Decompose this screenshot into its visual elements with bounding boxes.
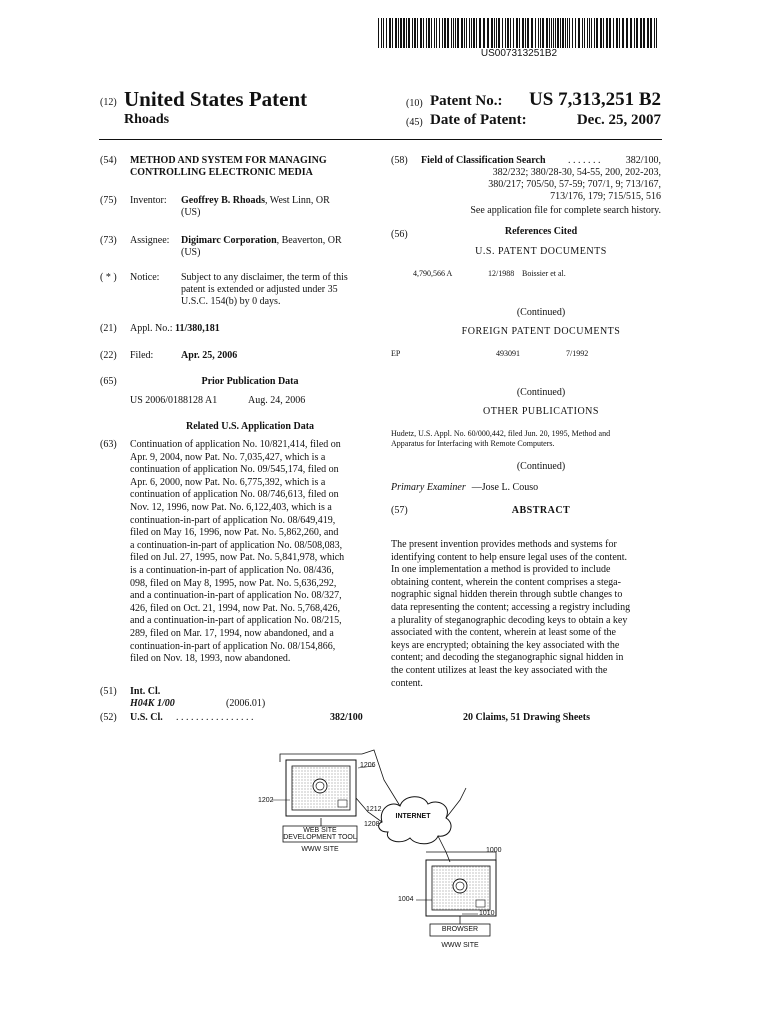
barcode-bar [447,18,449,48]
barcode-bar [519,18,520,48]
claims-summary: 20 Claims, 51 Drawing Sheets [463,712,590,723]
assignee-country: (US) [181,247,201,258]
barcode-number: US007313251B2 [480,48,558,59]
related-application-line: Apr. 6, 2000, now Pat. No. 6,775,392, which is a [130,476,326,488]
abstract-line: In one implementation a method is provided to include [391,564,611,576]
barcode-bar [569,18,570,48]
barcode-bar [455,18,456,48]
barcode-bar [439,18,440,48]
barcode-bar [549,18,550,48]
header-rule [99,139,662,140]
barcode-bar [540,18,541,48]
abstract-line: The present invention provides methods and systems for [391,539,617,550]
int-cl-label: Int. Cl. [130,686,161,697]
barcode-bar [538,18,539,48]
us-doc-name: Boissier et al. [522,269,566,278]
notice-code: ( * ) [100,272,117,283]
barcode-bar [451,18,452,48]
tool-label-1: WEB SITE [303,827,337,834]
prior-pub-date: Aug. 24, 2006 [248,395,306,406]
field-75-code: (75) [100,195,117,206]
ref-1202: 1202 [258,797,274,804]
barcode-bar [444,18,446,48]
barcode-bar [398,18,399,48]
ref-1208: 1208 [364,821,380,828]
other-pub-line-1: Hudetz, U.S. Appl. No. 60/000,442, filed Jun. 20, 1995, Method and [391,429,611,438]
barcode-bar [498,18,500,48]
patent-date: Dec. 25, 2007 [576,112,661,128]
barcode-bar [630,18,632,48]
field-57-code: (57) [391,505,408,516]
barcode-bar [562,18,564,48]
foreign-heading: FOREIGN PATENT DOCUMENTS [461,326,621,337]
field-65-code: (65) [100,376,117,387]
barcode-bar [378,18,379,48]
barcode-bar [386,18,387,48]
foreign-date: 7/1992 [566,349,589,358]
us-cl-value: 382/100 [330,712,363,723]
assignee-label: Assignee: [130,235,170,246]
related-application-line: is a continuation-in-part of application No. 08/436, [130,564,334,576]
barcode-bar [423,18,424,48]
ref-1206: 1206 [360,762,376,769]
barcode-bar [634,18,635,48]
barcode-bar [587,18,588,48]
field-58-code: (58) [391,155,408,166]
barcode-bar [567,18,568,48]
us-cl-dots: . . . . . . . . . . . . . . . . [176,712,254,723]
int-cl-version: (2006.01) [226,698,266,709]
related-application-line: continuation-in-part of application No. 08/154,866, [130,640,336,652]
foreign-cc: EP [391,349,401,358]
abstract-line: associated with the content, wherein at least some of the [391,627,616,639]
examiner [391,482,538,495]
appl-no-value: 11/380,181 [175,323,220,334]
prior-publication-heading: Prior Publication Data [201,376,299,387]
barcode-bar [510,18,511,48]
appl-no [130,323,220,336]
barcode-bar [476,18,477,48]
tool-label-2: DEVELOPMENT TOOL [283,834,357,841]
front-page-figure [250,740,510,1010]
barcode-bar [555,18,556,48]
barcode-bar [557,18,559,48]
barcode-bar [502,18,503,48]
ref-1000: 1000 [486,847,502,854]
abstract-line: content. [391,677,423,689]
barcode-bar [551,18,552,48]
field-search-see: See application file for complete search history. [470,205,661,216]
barcode-bar [527,18,529,48]
barcode-bar [553,18,554,48]
code-45: (45) [406,117,423,128]
internet-cloud [379,797,451,844]
barcode-bar [483,18,485,48]
barcode-bar [389,18,391,48]
barcode-bar [603,18,604,48]
abstract-line: the content utilizes at least the key associated with the [391,664,608,676]
barcode-bar [594,18,595,48]
barcode-bar [403,18,405,48]
barcode-bar [426,18,427,48]
examiner-label: Primary Examiner [391,482,466,493]
appl-no-label: Appl. No.: [130,323,173,334]
site-label-2: WWW SITE [441,942,479,949]
browser-label: BROWSER [441,926,479,933]
us-docs-heading: U.S. PATENT DOCUMENTS [475,246,607,257]
abstract-line: data representing the content; accessing a registry including [391,601,631,613]
code-10: (10) [406,98,423,109]
inventor-line [181,195,330,208]
barcode-bar [516,18,518,48]
barcode-bar [560,18,561,48]
barcode-bar [531,18,533,48]
abstract-line: keys are encrypted; obtaining the key associated with the [391,639,620,651]
code-12: (12) [100,97,117,108]
barcode [378,18,660,48]
barcode-bar [596,18,598,48]
inventor-country: (US) [181,207,201,218]
barcode-bar [565,18,566,48]
continued-3: (Continued) [516,461,566,472]
barcode-bar [636,18,638,48]
field-54-code: (54) [100,155,117,166]
related-application-line: Apr. 9, 2004, now Pat. No. 7,035,427, which is a [130,451,326,463]
related-application-line: and a continuation-in-part of application No. 08/327, [130,590,342,602]
ref-1010: 1010 [479,910,495,917]
references-heading: References Cited [504,226,578,237]
foreign-number: 493091 [496,349,520,358]
country-title: United States Patent [124,87,308,111]
date-label: Date of Patent: [430,112,527,128]
barcode-bar [412,18,413,48]
barcode-bar [383,18,384,48]
web-site-monitor [280,754,362,816]
abstract-line: obtaining content, wherein the content comprises a stega- [391,576,621,588]
barcode-bar [622,18,624,48]
barcode-bar [609,18,611,48]
us-cl-label: U.S. Cl. [130,712,163,723]
barcode-bar [650,18,652,48]
field-22-code: (22) [100,350,117,361]
barcode-bar [578,18,580,48]
barcode-bar [471,18,472,48]
related-application-line: continuation-in-part of application No. 08/649,419, [130,514,336,526]
site-label-1: WWW SITE [301,846,339,853]
barcode-bar [392,18,393,48]
related-application-line: continuation of application No. 08/746,613, filed on [130,489,339,501]
barcode-bar [408,18,410,48]
field-search-line-4: 713/176, 179; 715/515, 516 [550,191,661,202]
barcode-bar [442,18,443,48]
barcode-bar [381,18,382,48]
barcode-bar [616,18,618,48]
ref-1004: 1004 [398,896,414,903]
patent-no: US 7,313,251 B2 [529,89,661,110]
barcode-bar [546,18,548,48]
barcode-bar [513,18,514,48]
barcode-bar [575,18,576,48]
inventor-label: Inventor: [130,195,167,206]
related-application-line: and a continuation-in-part of application No. 08/215, [130,615,342,627]
barcode-bar [640,18,642,48]
related-application-line: filed on Jul. 27, 1995, now Pat. No. 5,841,978, which [130,552,345,564]
barcode-bar [591,18,592,48]
patent-no-label: Patent No.: [430,93,503,109]
field-search-dots: . . . . . . . [568,155,601,166]
filed-label: Filed: [130,350,154,361]
abstract-line: a plurality of steganographic decoding keys to obtain a key [391,614,628,626]
other-pubs-heading: OTHER PUBLICATIONS [483,406,599,417]
internet-label: INTERNET [395,813,431,820]
barcode-bar [656,18,657,48]
field-56-code: (56) [391,229,408,240]
barcode-bar [505,18,506,48]
ref-1212: 1212 [366,806,382,813]
related-application-line: 426, filed on Oct. 21, 1994, now Pat. No. 5,768,426, [130,602,340,614]
filed-value: Apr. 25, 2006 [181,350,238,361]
abstract-line: content; and decoding the steganographic signal hidden in [391,652,624,664]
barcode-bar [487,18,489,48]
examiner-name: —Jose L. Couso [471,482,539,493]
field-search-line-2: 382/232; 380/28-30, 54-55, 200, 202-203, [492,167,661,178]
barcode-bar [400,18,402,48]
assignee-location: , Beaverton, OR [276,235,342,246]
barcode-bar [406,18,407,48]
notice-line-3: U.S.C. 154(b) by 0 days. [181,296,281,307]
barcode-bar [507,18,509,48]
barcode-bar [473,18,475,48]
barcode-bar [457,18,459,48]
field-63-code: (63) [100,439,117,450]
title-line-2: CONTROLLING ELECTRONIC MEDIA [130,167,313,178]
barcode-bar [436,18,437,48]
abstract-text [391,539,662,690]
notice-line-1: Subject to any disclaimer, the term of this [181,272,348,283]
barcode-bar [428,18,430,48]
related-application-line: 289, filed on Mar. 17, 1994, now abandoned, and a [130,627,334,639]
barcode-bar [582,18,583,48]
barcode-bar [469,18,470,48]
prior-pub-number: US 2006/0188128 A1 [130,395,218,406]
field-21-code: (21) [100,323,117,334]
barcode-bar [584,18,585,48]
browser-monitor [426,852,496,916]
barcode-bar [491,18,493,48]
assignee-name: Digimarc Corporation [181,235,277,246]
barcode-bar [479,18,481,48]
barcode-bar [395,18,397,48]
barcode-bar [643,18,645,48]
barcode-bar [417,18,418,48]
inventor-location: , West Linn, OR [264,195,330,206]
barcode-bar [572,18,573,48]
other-pub-line-2: Apparatus for Interfacing with Remote Computers. [391,439,555,448]
related-application-line: Nov. 12, 1996, now Pat. No. 6,122,403, which is a [130,501,332,513]
field-search-line-1: 382/100, [625,155,661,166]
barcode-bar [434,18,435,48]
assignee-line [181,235,342,248]
abstract-heading: ABSTRACT [511,505,571,516]
notice-line-2: patent is extended or adjusted under 35 [181,284,338,295]
barcode-bar [420,18,422,48]
barcode-bar [525,18,526,48]
field-search-label: Field of Classification Search [421,155,546,166]
barcode-bar [494,18,495,48]
related-application-line: filed on Nov. 18, 1993, now abandoned. [130,653,291,665]
barcode-bar [464,18,465,48]
related-application-line: a continuation-in-part of application No. 08/508,083, [130,539,343,551]
field-52-code: (52) [100,712,117,723]
abstract-line: identifying content to help ensure legal uses of the content. [391,551,628,563]
barcode-bar [496,18,497,48]
barcode-bar [600,18,602,48]
related-application-line: 098, filed on May 8, 1995, now Pat. No. 5,636,292, [130,577,337,589]
barcode-bar [453,18,454,48]
barcode-bar [647,18,649,48]
field-search-line-3: 380/217; 705/50, 57-59; 707/1, 9; 713/167, [488,179,661,190]
barcode-bar [466,18,467,48]
barcode-bar [626,18,628,48]
barcode-bar [431,18,432,48]
barcode-image [378,18,660,48]
inventor-name: Geoffrey B. Rhoads [181,195,265,206]
barcode-bar [535,18,536,48]
barcode-bar [414,18,416,48]
title-line-1: METHOD AND SYSTEM FOR MANAGING [130,155,327,166]
inventor-surname: Rhoads [124,112,170,127]
related-application-line: continuation of application No. 09/545,174, filed on [130,464,339,476]
continued-1: (Continued) [516,307,566,318]
barcode-bar [542,18,544,48]
barcode-bar [589,18,590,48]
barcode-bar [522,18,524,48]
us-doc-date: 12/1988 [488,269,515,278]
barcode-bar [613,18,614,48]
notice-label: Notice: [130,272,160,283]
abstract-line: nographic signal hidden therein through subtle changes to [391,589,623,601]
related-heading: Related U.S. Application Data [185,421,315,432]
int-cl-class: H04K 1/00 [130,698,175,709]
field-73-code: (73) [100,235,117,246]
barcode-bar [461,18,463,48]
related-application-line: filed on May 16, 1996, now Pat. No. 5,862,260, and [130,527,339,539]
barcode-bar [606,18,608,48]
related-application-line: Continuation of application No. 10/821,414, filed on [130,439,341,450]
barcode-bar [619,18,620,48]
us-doc-number: 4,790,566 A [413,269,453,278]
related-applications [130,439,370,666]
continued-2: (Continued) [516,387,566,398]
barcode-bar [654,18,655,48]
field-51-code: (51) [100,686,117,697]
